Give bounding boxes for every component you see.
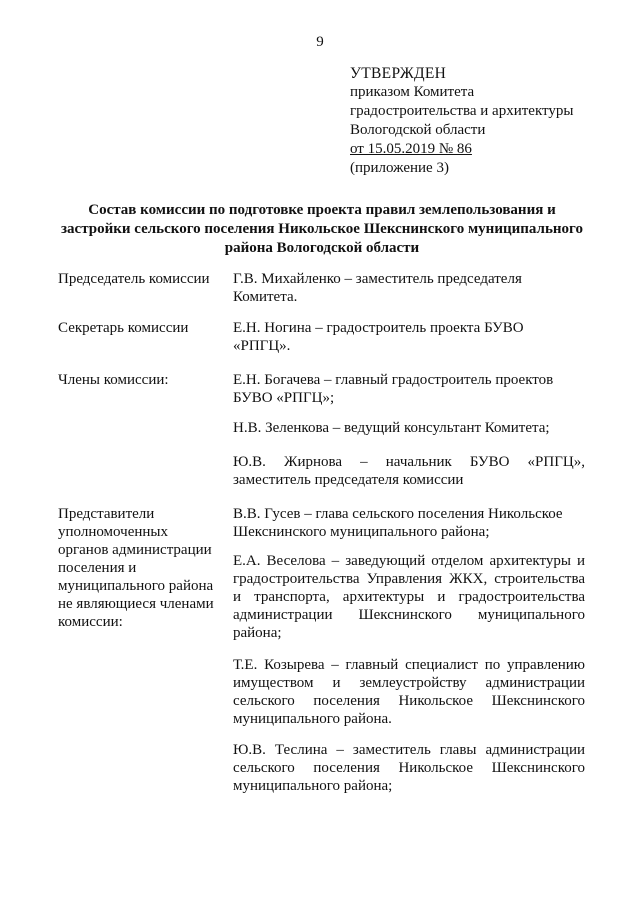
entry-representative [233,741,585,795]
page-number: 9 [316,34,324,50]
approval-line: приказом Комитета [350,84,475,100]
entry-line: Комитета. [233,289,298,305]
title-line: Состав комиссии по подготовке проекта правил землепользования и [88,202,556,218]
entry-line: Г.В. Михайленко – заместитель председателя [233,271,522,287]
entry-line: Е.Н. Богачева – главный градостроитель проектов [233,372,554,388]
approval-date-number: от 15.05.2019 № 86 [350,141,472,157]
entry-line: Т.Е. Козырева – главный специалист по управлению [233,657,585,673]
entry-line: БУВО «РПГЦ»; [233,390,335,406]
entry-secretary [233,319,585,355]
entry-member [233,419,585,437]
approval-attachment: (приложение 3) [350,160,449,176]
entry-line: В.В. Гусев – глава сельского поселения Никольское [233,506,563,522]
entry-line: Шекснинского муниципального района; [233,524,490,540]
entry-representative [233,552,585,642]
entry-line: муниципального района. [233,711,392,727]
entry-line: муниципального района; [233,778,393,794]
entry-line: Ю.В. Теслина – заместитель главы администрации [233,742,585,758]
entry-line: градостроительства Управления ЖКХ, строительства [233,571,585,587]
entry-line: сельского поселения Никольское Шекснинского [233,693,585,709]
entry-line: сельского поселения Никольское Шекснинского [233,760,585,776]
entry-line: Е.А. Веселова – заведующий отделом архитектуры и [233,553,585,569]
role-secretary: Секретарь комиссии [58,320,189,336]
entry-line: Н.В. Зеленкова – ведущий консультант Комитета; [233,420,550,436]
entry-line: имуществом и землеустройству администрации [233,675,585,691]
entry-member [233,453,585,489]
entry-representative [233,656,585,728]
entry-representative [233,505,585,541]
entry-line: района; [233,625,282,641]
document-title [56,201,588,258]
role-chair: Председатель комиссии [58,271,210,287]
entry-member [233,371,585,407]
entry-line: Е.Н. Ногина – градостроитель проекта БУВО [233,320,524,336]
title-line: района Вологодской области [224,240,420,256]
title-line: застройки сельского поселения Никольское Шекснинского муниципального [61,221,583,237]
role-members: Члены комиссии: [58,372,169,388]
role-representatives: Представители уполномоченных органов администрации поселения и муниципального района не являющиеся членами комиссии: [58,506,214,630]
entry-line: администрации Шекснинского муниципального [233,607,585,623]
entry-line: и транспорта, архитектуры и градостроительства [233,589,585,605]
entry-line: Ю.В. Жирнова – начальник БУВО «РПГЦ», [233,454,585,470]
approval-stamp [350,64,573,178]
approval-heading: УТВЕРЖДЕН [350,65,447,82]
approval-line: Вологодской области [350,122,486,138]
entry-line: заместитель председателя комиссии [233,472,464,488]
entry-chair [233,270,585,306]
approval-line: градостроительства и архитектуры [350,103,574,119]
entry-line: «РПГЦ». [233,338,291,354]
